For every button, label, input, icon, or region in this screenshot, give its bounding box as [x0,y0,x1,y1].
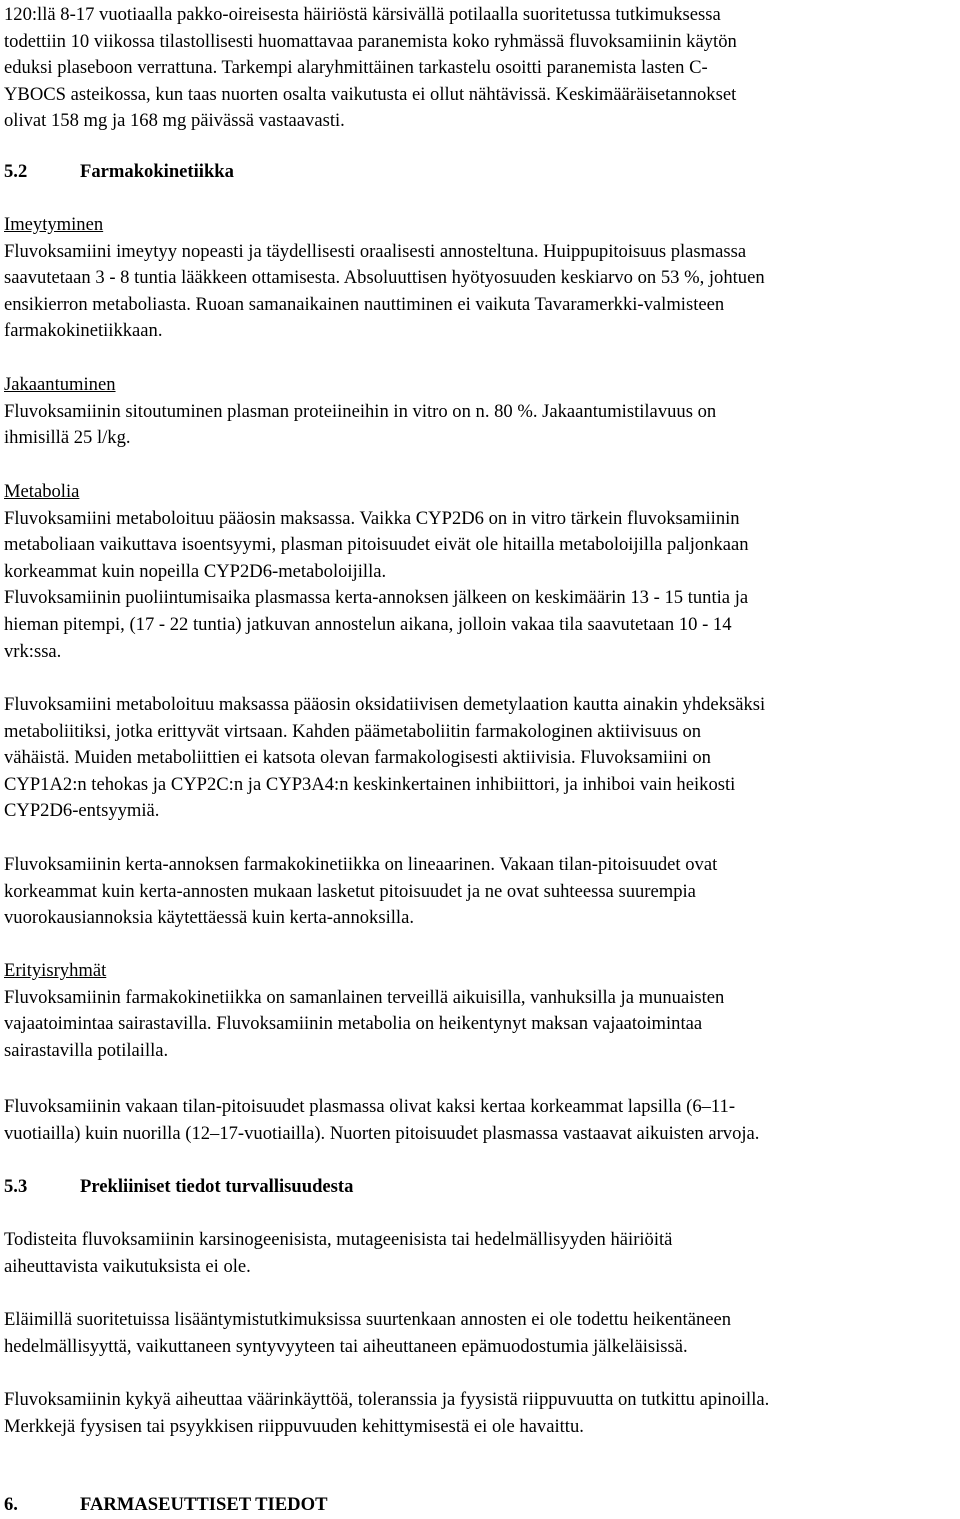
imeytyminen-section [4,212,956,345]
text-line: Eläimillä suoritetuissa lisääntymistutkimuksissa suurtenkaan annosten ei ole todettu heikentäneen [4,1309,732,1330]
text-line: korkeammat kuin nopeilla CYP2D6-metaboloijilla. [4,560,387,582]
text-line: sairastavilla potilailla. [4,1039,169,1061]
text-line: aiheuttavista vaikutuksista ei ole. [4,1255,251,1277]
section-heading-5-2 [4,159,956,186]
text-line: Fluvoksamiinin farmakokinetiikka on samanlainen terveillä aikuisilla, vanhuksilla ja munuaisten [4,986,725,1008]
jakaantuminen-section [4,372,956,452]
text-line: Merkkejä fyysisen tai psyykkisen riippuvuuden kehittymisestä ei ole havaittu. [4,1415,584,1437]
text-line: korkeammat kuin kerta-annosten mukaan lasketut pitoisuudet ja ne ovat suhteessa suurempia [4,880,696,902]
metabolia-paragraph-3 [4,852,956,932]
section-number: 5.2 [4,161,28,182]
subheading-jakaantuminen: Jakaantuminen [4,374,116,395]
subheading-metabolia: Metabolia [4,481,80,502]
text-line: Fluvoksamiini metaboloituu pääosin maksassa. Vaikka CYP2D6 on in vitro tärkein fluvoksamiinin [4,507,740,529]
text-line: YBOCS asteikossa, kun taas nuorten osalta vaikutusta ei ollut nähtävissä. Keskimääräisetannokset [4,83,737,105]
section-title: FARMASEUTTISET TIEDOT [80,1494,328,1515]
text-line: vajaatoimintaa sairastavilla. Fluvoksamiinin metabolia on heikentynyt maksan vajaatoimintaa [4,1013,703,1035]
text-line: eduksi plaseboon verrattuna. Tarkempi alaryhmittäinen tarkastelu osoitti paranemista lasten C- [4,57,708,79]
text-line: Fluvoksamiini imeytyy nopeasti ja täydellisesti oraalisesti annosteltuna. Huippupitoisuus plasmassa [4,240,747,262]
text-line: vuorokausiannoksia käytettäessä kuin kerta-annoksilla. [4,907,414,929]
intro-paragraph [4,2,956,135]
text-line: Fluvoksamiinin vakaan tilan-pitoisuudet plasmassa olivat kaksi kertaa korkeammat lapsilla (6–11- [4,1096,736,1117]
text-line: Fluvoksamiini metaboloituu maksassa pääosin oksidatiivisen demetylaation kautta ainakin yhdeksäksi [4,694,766,715]
preclinical-paragraph-2 [4,1307,956,1360]
text-line: ihmisillä 25 l/kg. [4,427,131,449]
text-line: Fluvoksamiinin puoliintumisaika plasmassa kerta-annoksen jälkeen on keskimäärin 13 - 15 tuntia ja [4,587,749,609]
text-line: Fluvoksamiinin sitoutuminen plasman proteiineihin in vitro on n. 80 %. Jakaantumistilavuus on [4,400,717,422]
section-title: Prekliiniset tiedot turvallisuudesta [80,1176,354,1197]
text-line: vuotiailla) kuin nuorilla (12–17-vuotiailla). Nuorten pitoisuudet plasmassa vastaavat aikuisten arvoja. [4,1122,760,1144]
text-line: todettiin 10 viikossa tilastollisesti huomattavaa paranemista koko ryhmässä fluvoksamiinin käytön [4,30,737,52]
text-line: saavutetaan 3 - 8 tuntia lääkkeen ottamisesta. Absoluuttisen hyötyosuuden keskiarvo on 53 %, johtuen [4,267,765,289]
preclinical-paragraph-1 [4,1227,956,1280]
section-number: 5.3 [4,1176,28,1197]
section-title: Farmakokinetiikka [80,161,234,182]
text-line: olivat 158 mg ja 168 mg päivässä vastaavasti. [4,110,345,132]
text-line: Fluvoksamiinin kerta-annoksen farmakokinetiikka on lineaarinen. Vakaan tilan-pitoisuudet ovat [4,854,718,875]
text-line: CYP2D6-entsyymiä. [4,800,160,822]
erityisryhmat-section [4,958,956,1064]
section-heading-5-3 [4,1174,956,1201]
metabolia-section [4,479,956,665]
text-line: metaboliitiksi, jotka erittyvät virtsaan. Kahden päämetaboliitin farmakologinen aktiivisuus on [4,720,702,742]
text-line: metaboliaan vaikuttava isoentsyymi, plasman pitoisuudet eivät ole hitailla metaboloijilla paljonkaan [4,534,749,556]
metabolia-paragraph-2 [4,692,956,825]
text-line: hieman pitempi, (17 - 22 tuntia) jatkuvan annostelun aikana, jolloin vakaa tila saavutetaan 10 - 14 [4,613,732,635]
text-line: vrk:ssa. [4,640,62,662]
text-line: ensikierron metaboliasta. Ruoan samanaikainen nauttiminen ei vaikuta Tavaramerkki-valmisteen [4,293,725,315]
text-line: Todisteita fluvoksamiinin karsinogeenisista, mutageenisista tai hedelmällisyyden häiriöitä [4,1229,673,1250]
erityisryhmat-paragraph-2 [4,1094,956,1147]
text-line: farmakokinetiikkaan. [4,320,163,342]
text-line: 120:llä 8-17 vuotiaalla pakko-oireisesta häiriöstä kärsivällä potilaalla suoritetussa tutkimuksessa [4,4,721,25]
text-line: vähäistä. Muiden metaboliittien ei katsota olevan farmakologisesti aktiivisia. Fluvoksamiini on [4,747,711,769]
section-number: 6. [4,1494,18,1515]
text-line: CYP1A2:n tehokas ja CYP2C:n ja CYP3A4:n keskinkertainen inhibiittori, ja inhiboi vain heikosti [4,773,736,795]
subheading-erityisryhmat: Erityisryhmät [4,960,107,981]
preclinical-paragraph-3 [4,1387,956,1440]
subheading-imeytyminen: Imeytyminen [4,214,104,235]
text-line: hedelmällisyyttä, vaikuttaneen syntyvyyteen tai aiheuttaneen epämuodostumia jälkeläisissä. [4,1335,688,1357]
text-line: Fluvoksamiinin kykyä aiheuttaa väärinkäyttöä, toleranssia ja fyysistä riippuvuutta on tutkittu apinoilla. [4,1389,770,1410]
